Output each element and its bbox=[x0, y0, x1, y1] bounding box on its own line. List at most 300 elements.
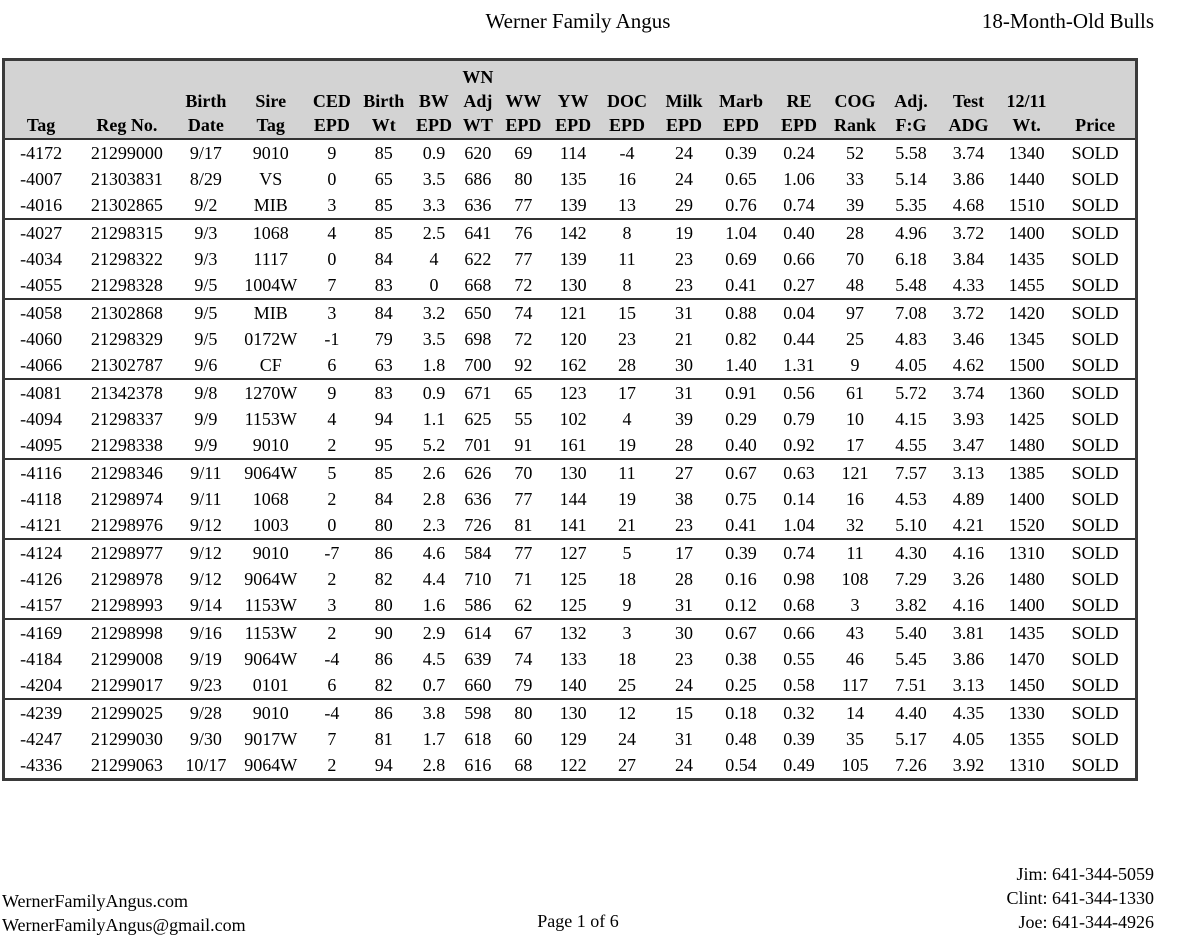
table-cell: 21302787 bbox=[90, 354, 163, 375]
table-cell: 92 bbox=[514, 354, 533, 375]
table-cell: SOLD bbox=[1071, 434, 1119, 455]
table-cell: 0.29 bbox=[725, 408, 757, 429]
table-cell: 127 bbox=[549, 539, 597, 566]
table-cell: 12 bbox=[597, 699, 657, 726]
table-cell: 141 bbox=[559, 514, 587, 535]
table-cell: 5 bbox=[597, 539, 657, 566]
table-cell: 3.3 bbox=[422, 194, 446, 215]
table-cell: 74 bbox=[514, 648, 533, 669]
table-cell: 72 bbox=[514, 328, 533, 349]
table-cell: 9/2 bbox=[194, 194, 218, 215]
table-cell: 21298337 bbox=[90, 408, 163, 429]
table-cell: 8 bbox=[622, 274, 632, 295]
table-cell: -4116 bbox=[5, 459, 77, 486]
table-cell: 21298974 bbox=[90, 488, 163, 509]
table-cell: 85 bbox=[358, 139, 410, 166]
table-cell: 9010 bbox=[235, 539, 306, 566]
table-cell: 91 bbox=[514, 434, 533, 455]
column-header-line: EPD bbox=[313, 115, 350, 135]
table-cell: 9/12 bbox=[189, 514, 222, 535]
table-cell: SOLD bbox=[1055, 139, 1135, 166]
table-cell: 0.38 bbox=[725, 648, 757, 669]
table-cell: -7 bbox=[306, 539, 357, 566]
table-cell: 125 bbox=[559, 568, 587, 589]
website-link[interactable]: WernerFamilyAngus.com bbox=[2, 891, 189, 911]
table-cell: 94 bbox=[374, 408, 393, 429]
table-cell: SOLD bbox=[1071, 488, 1119, 509]
table-cell: 32 bbox=[846, 514, 864, 535]
table-cell: -4027 bbox=[5, 219, 77, 246]
table-cell: 3.74 bbox=[939, 379, 998, 406]
table-cell: 5.17 bbox=[895, 728, 927, 749]
table-cell: 668 bbox=[464, 274, 492, 295]
table-cell: 86 bbox=[374, 648, 393, 669]
column-header bbox=[5, 61, 77, 139]
table-cell: 62 bbox=[514, 594, 533, 615]
table-cell: 9 bbox=[306, 139, 357, 166]
column-header bbox=[939, 61, 998, 139]
table-cell: 77 bbox=[514, 194, 533, 215]
table-cell: 10/17 bbox=[185, 754, 227, 775]
table-cell: 71 bbox=[514, 568, 533, 589]
table-cell: 21299063 bbox=[90, 754, 163, 775]
table-cell: 1510 bbox=[1008, 194, 1045, 215]
table-cell: 4.16 bbox=[952, 594, 985, 615]
table-cell: 142 bbox=[549, 219, 597, 246]
table-cell: 5.45 bbox=[895, 648, 927, 669]
table-cell: 1520 bbox=[1008, 514, 1045, 535]
table-cell: 5 bbox=[306, 459, 357, 486]
table-cell: 1270W bbox=[235, 379, 306, 406]
table-cell: 9/12 bbox=[177, 539, 236, 566]
column-header-line: Tag bbox=[256, 115, 285, 135]
table-cell: 121 bbox=[549, 299, 597, 326]
table-cell: 9/12 bbox=[189, 568, 222, 589]
table-cell: 21298322 bbox=[90, 248, 163, 269]
table-cell: 7.26 bbox=[895, 754, 927, 775]
table-cell: 0.32 bbox=[771, 699, 827, 726]
table-cell: 27 bbox=[617, 754, 636, 775]
table-cell: 65 bbox=[374, 168, 393, 189]
table-cell: 1455 bbox=[1008, 274, 1045, 295]
table-cell: 9/6 bbox=[194, 354, 218, 375]
table-cell: 81 bbox=[514, 514, 533, 535]
table-cell: 21298993 bbox=[90, 594, 163, 615]
table-cell: 9/5 bbox=[177, 299, 236, 326]
table-cell: 0.25 bbox=[725, 674, 757, 695]
table-cell: SOLD bbox=[1071, 168, 1119, 189]
table-cell: 0.91 bbox=[711, 379, 771, 406]
table-cell: 618 bbox=[464, 728, 492, 749]
column-header-line: EPD bbox=[665, 115, 702, 135]
table-cell: 1440 bbox=[1008, 168, 1045, 189]
email-link[interactable]: WernerFamilyAngus@gmail.com bbox=[2, 915, 246, 935]
table-cell: 80 bbox=[374, 594, 393, 615]
table-cell: -4169 bbox=[5, 619, 77, 646]
table-cell: -4204 bbox=[20, 674, 63, 695]
table-cell: 16 bbox=[617, 168, 636, 189]
page-subtitle: 18-Month-Old Bulls bbox=[981, 9, 1154, 33]
table-cell: 9064W bbox=[244, 568, 298, 589]
table-cell: 132 bbox=[549, 619, 597, 646]
table-cell: 9/14 bbox=[189, 594, 222, 615]
table-cell: 7 bbox=[327, 728, 337, 749]
table-cell: 21342378 bbox=[77, 379, 176, 406]
table-cell: 650 bbox=[458, 299, 498, 326]
table-cell: -4172 bbox=[5, 139, 77, 166]
table-row bbox=[5, 406, 1135, 432]
table-cell: 0 bbox=[429, 274, 439, 295]
table-cell: 48 bbox=[846, 274, 864, 295]
table-cell: 620 bbox=[458, 139, 498, 166]
table-cell: 5.58 bbox=[883, 139, 939, 166]
table-cell: 2 bbox=[327, 754, 337, 775]
table-cell: 1.04 bbox=[783, 514, 815, 535]
table-cell: 61 bbox=[827, 379, 882, 406]
table-cell: 0.92 bbox=[783, 434, 815, 455]
table-row bbox=[5, 166, 1135, 192]
column-header-line: EPD bbox=[608, 115, 645, 135]
table-cell: 31 bbox=[674, 728, 693, 749]
table-cell: 28 bbox=[617, 354, 636, 375]
table-cell: 0.48 bbox=[725, 728, 757, 749]
table-cell: SOLD bbox=[1055, 539, 1135, 566]
table-cell: 4.55 bbox=[895, 434, 927, 455]
table-row bbox=[5, 192, 1135, 219]
column-header-line: WW bbox=[505, 91, 542, 111]
table-row bbox=[5, 352, 1135, 379]
table-cell: 7.29 bbox=[895, 568, 927, 589]
table-cell: 4.33 bbox=[952, 274, 985, 295]
table-cell: 0.98 bbox=[783, 568, 815, 589]
table-cell: 639 bbox=[464, 648, 492, 669]
table-cell: 13 bbox=[617, 194, 636, 215]
table-cell: 0.49 bbox=[783, 754, 815, 775]
table-cell: 1345 bbox=[1008, 328, 1045, 349]
table-cell: 23 bbox=[617, 328, 636, 349]
table-row bbox=[5, 619, 1135, 646]
table-cell: 660 bbox=[464, 674, 492, 695]
table-cell: 616 bbox=[464, 754, 492, 775]
table-cell: 584 bbox=[458, 539, 498, 566]
table-cell: 84 bbox=[374, 248, 393, 269]
table-cell: 626 bbox=[458, 459, 498, 486]
table-row bbox=[5, 139, 1135, 166]
table-cell: 11 bbox=[618, 248, 636, 269]
table-cell: 65 bbox=[498, 379, 549, 406]
table-cell: 21299008 bbox=[90, 648, 163, 669]
table-cell: 3.72 bbox=[939, 219, 998, 246]
table-cell: 9/9 bbox=[194, 408, 218, 429]
table-cell: 97 bbox=[827, 299, 882, 326]
table-cell: 1360 bbox=[998, 379, 1056, 406]
table-cell: 31 bbox=[657, 379, 711, 406]
table-cell: 1068 bbox=[252, 488, 289, 509]
column-header-line: BW bbox=[418, 91, 449, 111]
table-row bbox=[5, 566, 1135, 592]
table-cell: -4124 bbox=[5, 539, 77, 566]
table-cell: 1.04 bbox=[711, 219, 771, 246]
table-cell: 9/9 bbox=[194, 434, 218, 455]
column-header-line: EPD bbox=[415, 115, 452, 135]
table-row bbox=[5, 512, 1135, 539]
table-cell: 636 bbox=[464, 194, 492, 215]
table-cell: 2.5 bbox=[410, 219, 458, 246]
column-header bbox=[998, 61, 1056, 139]
table-cell: 24 bbox=[657, 139, 711, 166]
table-cell: 4.05 bbox=[952, 728, 985, 749]
table-cell: 701 bbox=[464, 434, 492, 455]
table-cell: 4.16 bbox=[939, 539, 998, 566]
table-cell: SOLD bbox=[1055, 699, 1135, 726]
table-cell: 9/5 bbox=[194, 274, 218, 295]
table-cell: -4126 bbox=[20, 568, 63, 589]
table-cell: -4239 bbox=[5, 699, 77, 726]
table-cell: 0.76 bbox=[725, 194, 757, 215]
column-header bbox=[306, 61, 357, 139]
table-cell: 4 bbox=[327, 408, 337, 429]
table-cell: 3.13 bbox=[952, 674, 985, 695]
table-cell: 17 bbox=[846, 434, 864, 455]
table-cell: 135 bbox=[559, 168, 587, 189]
table-cell: 129 bbox=[559, 728, 587, 749]
table-cell: 11 bbox=[597, 459, 657, 486]
table-cell: SOLD bbox=[1071, 408, 1119, 429]
table-cell: 82 bbox=[374, 674, 393, 695]
table-cell: 4.05 bbox=[895, 354, 927, 375]
column-header bbox=[458, 61, 498, 139]
table-cell: CF bbox=[259, 354, 282, 375]
table-row bbox=[5, 646, 1135, 672]
table-cell: 17 bbox=[657, 539, 711, 566]
table-cell: 0.39 bbox=[783, 728, 815, 749]
table-cell: 21298338 bbox=[90, 434, 163, 455]
table-cell: 3.5 bbox=[422, 168, 446, 189]
table-row bbox=[5, 459, 1135, 486]
table-cell: 0.04 bbox=[771, 299, 827, 326]
table-row bbox=[5, 272, 1135, 299]
table-cell: 0.66 bbox=[783, 248, 815, 269]
table-cell: 9064W bbox=[244, 754, 298, 775]
table-cell: 0.41 bbox=[725, 514, 757, 535]
table-cell: 67 bbox=[498, 619, 549, 646]
table-cell: 4.5 bbox=[422, 648, 446, 669]
table-cell: 0 bbox=[327, 168, 337, 189]
table-cell: 14 bbox=[827, 699, 882, 726]
table-row bbox=[5, 486, 1135, 512]
table-cell: 3.5 bbox=[422, 328, 446, 349]
table-cell: 9/3 bbox=[177, 219, 236, 246]
table-row bbox=[5, 752, 1135, 778]
table-cell: 1400 bbox=[998, 219, 1056, 246]
column-header-line: Price bbox=[1075, 115, 1116, 135]
table-cell: 4.53 bbox=[895, 488, 927, 509]
table-cell: 21299000 bbox=[77, 139, 176, 166]
table-cell: 74 bbox=[498, 299, 549, 326]
table-cell: 1068 bbox=[235, 219, 306, 246]
table-cell: 3.86 bbox=[952, 648, 985, 669]
table-cell: 5.40 bbox=[883, 619, 939, 646]
column-header-line: Marb bbox=[718, 91, 763, 111]
table-row bbox=[5, 299, 1135, 326]
table-cell: 121 bbox=[827, 459, 882, 486]
table-cell: 4.89 bbox=[952, 488, 985, 509]
table-cell: 0.9 bbox=[410, 139, 458, 166]
table-cell: SOLD bbox=[1055, 299, 1135, 326]
table-cell: 63 bbox=[374, 354, 393, 375]
table-cell: 3 bbox=[327, 594, 337, 615]
table-cell: -4066 bbox=[20, 354, 63, 375]
table-cell: 0.9 bbox=[410, 379, 458, 406]
table-cell: 23 bbox=[674, 514, 693, 535]
table-cell: 21298976 bbox=[90, 514, 163, 535]
table-cell: 24 bbox=[674, 168, 693, 189]
table-cell: 77 bbox=[498, 539, 549, 566]
table-cell: 123 bbox=[549, 379, 597, 406]
table-cell: VS bbox=[259, 168, 283, 189]
table-cell: 21298978 bbox=[90, 568, 163, 589]
table-cell: 1385 bbox=[998, 459, 1056, 486]
table-cell: 698 bbox=[464, 328, 492, 349]
table-cell: 17 bbox=[597, 379, 657, 406]
table-cell: 28 bbox=[674, 568, 693, 589]
table-cell: 2 bbox=[306, 619, 357, 646]
table-cell: 0.67 bbox=[711, 619, 771, 646]
column-header-line: Wt bbox=[371, 115, 396, 135]
table-cell: 24 bbox=[617, 728, 636, 749]
table-cell: 81 bbox=[374, 728, 393, 749]
table-cell: 1480 bbox=[1008, 434, 1045, 455]
table-row bbox=[5, 699, 1135, 726]
table-cell: 710 bbox=[464, 568, 492, 589]
table-cell: -4055 bbox=[20, 274, 63, 295]
table-cell: 0101 bbox=[252, 674, 289, 695]
table-cell: 15 bbox=[597, 299, 657, 326]
table-cell: 1.6 bbox=[422, 594, 446, 615]
table-cell: 636 bbox=[464, 488, 492, 509]
table-cell: 3.93 bbox=[952, 408, 985, 429]
table-cell: 70 bbox=[498, 459, 549, 486]
table-cell: 80 bbox=[374, 514, 393, 535]
table-cell: 25 bbox=[617, 674, 636, 695]
table-cell: 9/16 bbox=[177, 619, 236, 646]
table-cell: 1340 bbox=[998, 139, 1056, 166]
table-cell: 21298977 bbox=[77, 539, 176, 566]
table-cell: 7.57 bbox=[883, 459, 939, 486]
table-cell: 1004W bbox=[244, 274, 298, 295]
column-header-line: Sire bbox=[255, 91, 287, 111]
table-cell: 72 bbox=[514, 274, 533, 295]
table-cell: 0.39 bbox=[711, 139, 771, 166]
column-header bbox=[597, 61, 657, 139]
table-cell: 1450 bbox=[1008, 674, 1045, 695]
column-header-line: Birth bbox=[363, 91, 405, 111]
table-cell: 9/3 bbox=[194, 248, 218, 269]
table-cell: 3.81 bbox=[939, 619, 998, 646]
table-cell: -4 bbox=[306, 699, 357, 726]
column-header-line: EPD bbox=[505, 115, 542, 135]
table-cell: 0.56 bbox=[771, 379, 827, 406]
table-cell: 0.40 bbox=[725, 434, 757, 455]
table-cell: 31 bbox=[674, 594, 693, 615]
table-cell: 3.74 bbox=[939, 139, 998, 166]
table-cell: 9/5 bbox=[194, 328, 218, 349]
table-cell: 46 bbox=[846, 648, 864, 669]
table-cell: SOLD bbox=[1071, 354, 1119, 375]
table-cell: 4.96 bbox=[883, 219, 939, 246]
column-header-line: EPD bbox=[781, 115, 818, 135]
table-row bbox=[5, 539, 1135, 566]
table-cell: SOLD bbox=[1055, 459, 1135, 486]
column-header-line: Birth bbox=[185, 91, 227, 111]
table-cell: 83 bbox=[374, 274, 393, 295]
table-cell: 76 bbox=[498, 219, 549, 246]
table-cell: 39 bbox=[674, 408, 693, 429]
table-cell: 1400 bbox=[1008, 488, 1045, 509]
table-row bbox=[5, 246, 1135, 272]
column-header bbox=[235, 61, 306, 139]
table-cell: 19 bbox=[617, 488, 636, 509]
table-cell: 102 bbox=[559, 408, 587, 429]
table-cell: 1153W bbox=[244, 408, 297, 429]
table-cell: 9010 bbox=[235, 699, 306, 726]
table-cell: 1500 bbox=[1008, 354, 1045, 375]
table-cell: 94 bbox=[374, 754, 393, 775]
table-cell: 33 bbox=[846, 168, 864, 189]
table-cell: 586 bbox=[464, 594, 492, 615]
table-cell: 9010 bbox=[235, 139, 306, 166]
table-cell: 2.8 bbox=[422, 754, 446, 775]
table-cell: 0.24 bbox=[771, 139, 827, 166]
table-cell: 43 bbox=[827, 619, 882, 646]
table-cell: 0.18 bbox=[711, 699, 771, 726]
table-cell: 80 bbox=[514, 168, 533, 189]
table-cell: 21302868 bbox=[77, 299, 176, 326]
table-cell: SOLD bbox=[1071, 194, 1119, 215]
column-header bbox=[77, 61, 176, 139]
table-cell: 24 bbox=[674, 754, 693, 775]
table-cell: 4 bbox=[622, 408, 632, 429]
table-cell: 3.13 bbox=[939, 459, 998, 486]
table-row bbox=[5, 592, 1135, 619]
table-cell: 4.21 bbox=[952, 514, 985, 535]
table-cell: 614 bbox=[458, 619, 498, 646]
page-title: Werner Family Angus bbox=[485, 9, 671, 33]
table-cell: 31 bbox=[657, 299, 711, 326]
table-cell: 0.16 bbox=[725, 568, 757, 589]
table-row bbox=[5, 672, 1135, 699]
table-cell: 86 bbox=[358, 699, 410, 726]
table-cell: 1400 bbox=[1008, 594, 1045, 615]
table-cell: 7 bbox=[327, 274, 337, 295]
column-header-line: DOC bbox=[606, 91, 647, 111]
table-cell: 4 bbox=[429, 248, 439, 269]
table-cell: 24 bbox=[674, 674, 693, 695]
table-cell: SOLD bbox=[1071, 728, 1119, 749]
table-cell: 1.7 bbox=[422, 728, 446, 749]
table-cell: 117 bbox=[841, 674, 869, 695]
table-cell: 4.30 bbox=[883, 539, 939, 566]
table-cell: 21299025 bbox=[77, 699, 176, 726]
table-cell: 108 bbox=[841, 568, 869, 589]
table-cell: SOLD bbox=[1071, 648, 1119, 669]
table-cell: 1003 bbox=[252, 514, 289, 535]
table-cell: SOLD bbox=[1071, 754, 1119, 775]
table-header-row bbox=[5, 61, 1135, 139]
column-header bbox=[358, 61, 410, 139]
table-cell: 21299030 bbox=[90, 728, 163, 749]
table-cell: 35 bbox=[846, 728, 864, 749]
